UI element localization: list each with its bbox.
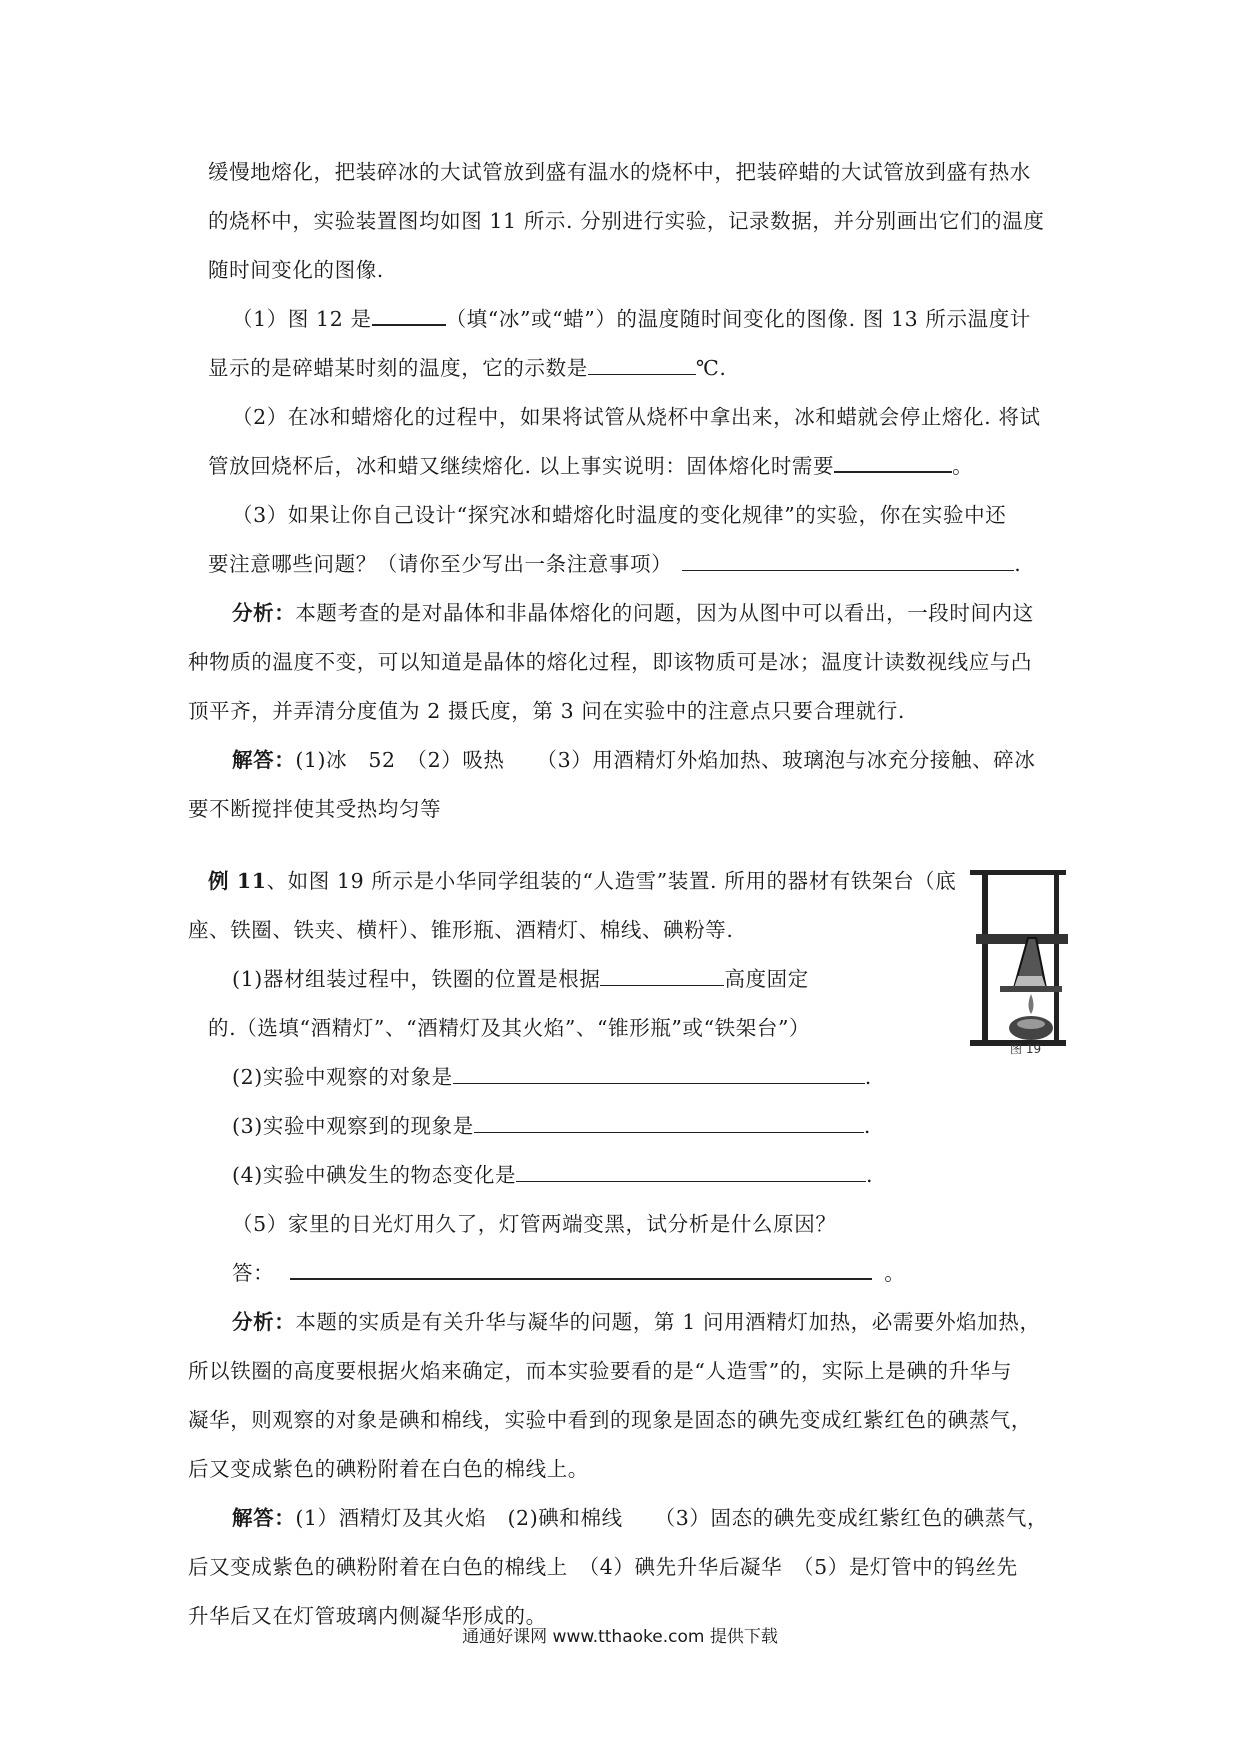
question-2-line-1: （2）在冰和蜡熔化的过程中，如果将试管从烧杯中拿出来，冰和蜡就会停止熔化. 将试 [232, 405, 1041, 429]
example-q2 [232, 1062, 872, 1092]
analysis-1-line-1 [232, 598, 1034, 628]
answer-blank[interactable] [834, 453, 952, 473]
example-q5-answer-label: 答： [232, 1261, 275, 1285]
example-q1-text: 高度固定 [724, 967, 809, 991]
answer-text: (1)冰 52 （2）吸热 （3）用酒精灯外焰加热、玻璃泡与冰充分接触、碎冰 [295, 748, 1036, 772]
example-11-line-2: 座、铁圈、铁夹、横杆）、锥形瓶、酒精灯、棉线、碘粉等. [188, 918, 734, 942]
example-q1-line-1 [232, 964, 809, 994]
answer-label: 解答： [232, 748, 296, 772]
answer-2-line-2: 后又变成紫色的碘粉附着在白色的棉线上 （4）碘先升华后凝华 （5）是灯管中的钨丝先 [188, 1555, 1018, 1579]
text-line: 随时间变化的图像. [208, 258, 384, 282]
answer-2-line-1 [232, 1503, 1048, 1533]
analysis-2-line-3: 凝华，则观察的对象是碘和棉线，实验中看到的现象是固态的碘先变成红紫红色的碘蒸气， [188, 1408, 1032, 1432]
example-q1-line-2: 的.（选填“酒精灯”、“酒精灯及其火焰”、“锥形瓶”或“铁架台”） [208, 1016, 811, 1040]
example-q4 [232, 1160, 873, 1190]
example-q2-text: (2)实验中观察的对象是 [232, 1065, 453, 1089]
flame [1029, 994, 1034, 1014]
question-2-line-2 [208, 451, 973, 481]
answer-blank[interactable] [474, 1114, 864, 1133]
question-3-line-1: （3）如果让你自己设计“探究冰和蜡熔化时温度的变化规律”的实验，你在实验中还 [232, 503, 1007, 527]
example-q5-answer [232, 1258, 905, 1288]
question-2-text: 管放回烧杯后，冰和蜡又继续熔化. 以上事实说明：固体熔化时需要 [208, 454, 835, 478]
answer-blank[interactable] [600, 967, 724, 986]
text-line: 的烧杯中，实验装置图均如图 11 所示. 分别进行实验，记录数据，并分别画出它们的温度 [208, 209, 1045, 233]
question-3-text: 要注意哪些问题？（请你至少写出一条注意事项） [208, 552, 673, 576]
answer-2-line-3: 升华后又在灯管玻璃内侧凝华形成的。 [188, 1604, 547, 1628]
example-q4-text: (4)实验中碘发生的物态变化是 [232, 1163, 517, 1187]
analysis-text: 本题考查的是对晶体和非晶体熔化的问题，因为从图中可以看出，一段时间内这 [295, 601, 1034, 625]
example-q3-text: . [863, 1114, 871, 1138]
answer-blank[interactable] [588, 356, 696, 375]
question-2-text: 。 [952, 454, 974, 478]
answer-1-line-1 [232, 745, 1035, 775]
question-3-line-2 [208, 549, 1021, 579]
question-1-line-1 [232, 304, 1031, 334]
figure-caption: 图 19 [1010, 1042, 1042, 1056]
gauze [1000, 986, 1062, 992]
example-q1-text: (1)器材组装过程中，铁圈的位置是根据 [232, 967, 601, 991]
example-q3-text: (3)实验中观察到的现象是 [232, 1114, 474, 1138]
analysis-text: 本题的实质是有关升华与凝华的问题，第 1 问用酒精灯加热，必需要外焰加热， [295, 1310, 1041, 1334]
example-q2-text: . [864, 1065, 872, 1089]
answer-text: (1）酒精灯及其火焰 (2)碘和棉线 （3）固态的碘先变成红紫红色的碘蒸气， [295, 1506, 1049, 1530]
analysis-label: 分析： [232, 601, 296, 625]
answer-blank[interactable] [682, 552, 1014, 571]
example-text: 、如图 19 所示是小华同学组装的“人造雪”装置. 所用的器材有铁架台（底 [266, 869, 957, 893]
lamp-top [1017, 1019, 1045, 1029]
iron-ring [976, 934, 1068, 944]
example-q5-answer-end: 。 [884, 1261, 906, 1285]
question-1-text: ℃. [695, 356, 727, 380]
example-q3 [232, 1111, 871, 1141]
example-label: 例 11 [208, 869, 267, 893]
answer-label: 解答： [232, 1506, 296, 1530]
analysis-2-line-1 [232, 1307, 1041, 1337]
question-1-text: 显示的是碎蜡某时刻的温度，它的示数是 [208, 356, 588, 380]
example-q5: （5）家里的日光灯用久了，灯管两端变黑，试分析是什么原因？ [232, 1212, 837, 1236]
example-11-line-1 [208, 866, 956, 896]
analysis-2-line-2: 所以铁圈的高度要根据火焰来确定，而本实验要看的是“人造雪”的，实际上是碘的升华与 [188, 1359, 1012, 1383]
question-1-text: （填“冰”或“蜡”）的温度随时间变化的图像. 图 13 所示温度计 [445, 307, 1031, 331]
page-footer: 通通好课网 www.tthaoke.com 提供下载 [462, 1627, 778, 1647]
answer-blank[interactable] [516, 1163, 866, 1182]
answer-blank[interactable] [453, 1065, 865, 1084]
answer-blank[interactable] [290, 1260, 872, 1280]
stand-rod [1054, 870, 1059, 1044]
question-3-text: . [1014, 552, 1022, 576]
question-1-line-2 [208, 353, 726, 383]
answer-blank[interactable] [372, 306, 446, 326]
analysis-1-line-3: 顶平齐，并弄清分度值为 2 摄氏度，第 3 问在实验中的注意点只要合理就行. [188, 699, 905, 723]
analysis-1-line-2: 种物质的温度不变，可以知道是晶体的熔化过程，即该物质可是冰；温度计读数视线应与凸 [188, 650, 1032, 674]
analysis-2-line-4: 后又变成紫色的碘粉附着在白色的棉线上。 [188, 1457, 589, 1481]
answer-1-line-2: 要不断搅拌使其受热均匀等 [188, 797, 442, 821]
question-1-text: （1）图 12 是 [232, 307, 372, 331]
stand-rod [982, 870, 988, 1044]
text-line: 缓慢地熔化，把装碎冰的大试管放到盛有温水的烧杯中，把装碎蜡的大试管放到盛有热水 [208, 160, 1031, 184]
analysis-label: 分析： [232, 1310, 296, 1334]
example-q4-text: . [866, 1163, 874, 1187]
apparatus-figure [968, 868, 1092, 1064]
